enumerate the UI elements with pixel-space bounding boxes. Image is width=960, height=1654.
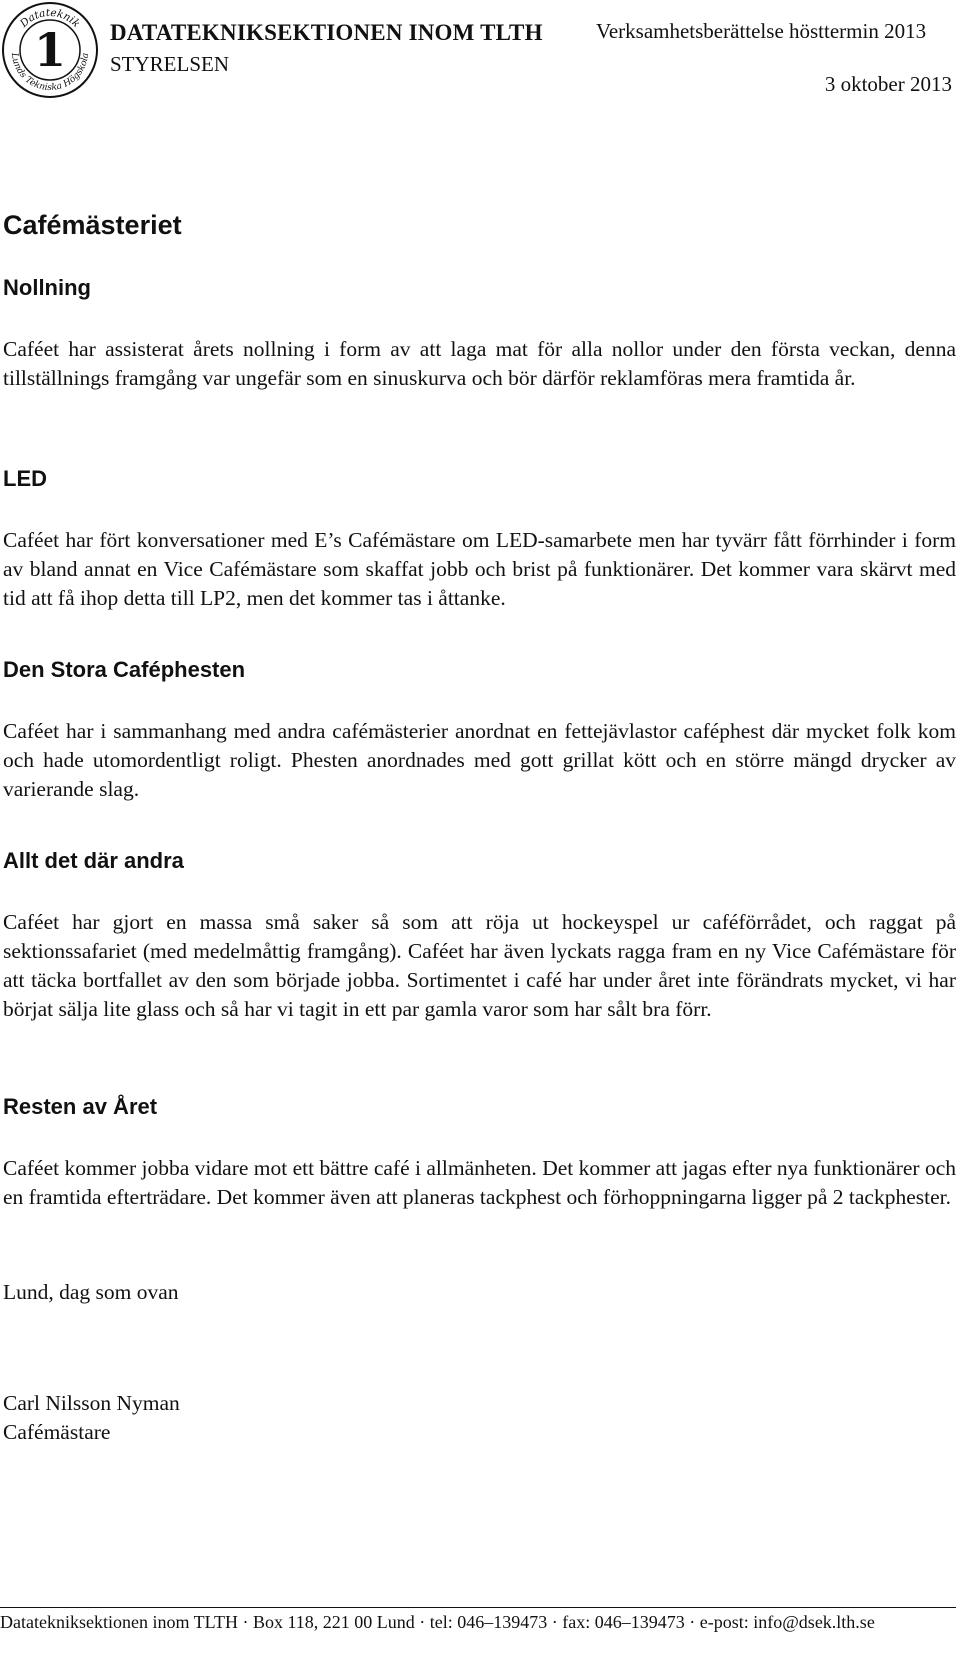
- section-body-resten-av-aret: Caféet kommer jobba vidare mot ett bättre café i allmänheten. Det kommer att jagas efter nya funktionärer och en framtida efterträdare. Det kommer även att planeras tackphest och förhoppningarna ligger på 2 tackphester.: [3, 1156, 956, 1209]
- seal-text-top: Datateknik: [17, 6, 83, 30]
- section-body-caféphesten: Caféet har i sammanhang med andra cafémästerier anordnat en fettejävlastor caféphest där mycket folk kom och hade utomordentligt roligt. Phesten anordnades med gott grillat kött och en större mängd drycker av varierande slag.: [3, 719, 956, 801]
- organization-unit: STYRELSEN: [110, 52, 230, 76]
- signature-role: Cafémästare: [3, 1420, 111, 1444]
- report-date: 3 oktober 2013: [824, 72, 952, 96]
- section-heading-nollning: Nollning: [3, 275, 91, 300]
- organization-name: DATATEKNIKSEKTIONEN INOM TLTH: [110, 20, 543, 45]
- signature-name: Carl Nilsson Nyman: [3, 1391, 180, 1415]
- letterhead: [0, 0, 960, 110]
- report-title: Verksamhetsberättelse hösttermin 2013: [596, 19, 927, 43]
- footer-divider: [0, 1607, 956, 1608]
- seal-text-bottom: Lunds Tekniska Högskola: [8, 52, 92, 94]
- section-heading-resten-av-aret: Resten av Året: [3, 1094, 158, 1119]
- dsek-seal-logo: [0, 0, 100, 100]
- section-heading-allt-det-dar-andra: Allt det där andra: [3, 848, 184, 873]
- section-heading-caféphesten: Den Stora Caféphesten: [3, 657, 246, 682]
- closing-line: Lund, dag som ovan: [3, 1280, 179, 1304]
- section-body-allt-det-dar-andra: Caféet har gjort en massa små saker så som att röja ut hockeyspel ur caféförrådet, och raggat på sektionssafariet (med medelmåttig framgång). Caféet har även lyckats ragga fram en ny Vice Cafémästare för att täcka bortfallet av den som började jobba. Sortimentet i café har under året inte förändrats mycket, vi har börjat sälja lite glass och så har vi tagit in ett par gamla varor som har sålt bra förr.: [3, 910, 956, 1021]
- footer-contact-line: Datatekniksektionen inom TLTH · Box 118, 221 00 Lund · tel: 046–139473 · fax: 046–139473 · e-post: info@dsek.lth.se: [0, 1612, 875, 1632]
- section-heading-led: LED: [3, 466, 47, 491]
- section-body-nollning: Caféet har assisterat årets nollning i form av att laga mat för alla nollor under den första veckan, denna tillställnings framgång var ungefär som en sinuskurva och bör därför reklamföras mera framtida år.: [3, 337, 956, 390]
- document-title: Cafémästeriet: [3, 210, 182, 240]
- section-body-led: Caféet har fört konversationer med E’s Cafémästare om LED-samarbete men har tyvärr fått förrhinder i form av bland annat en Vice Cafémästare som skaffat jobb och brist på funktionärer. Det kommer vara skärvt med tid att få ihop detta till LP2, men det kommer tas i åttanke.: [3, 528, 956, 610]
- seal-numeral: 1: [33, 23, 67, 77]
